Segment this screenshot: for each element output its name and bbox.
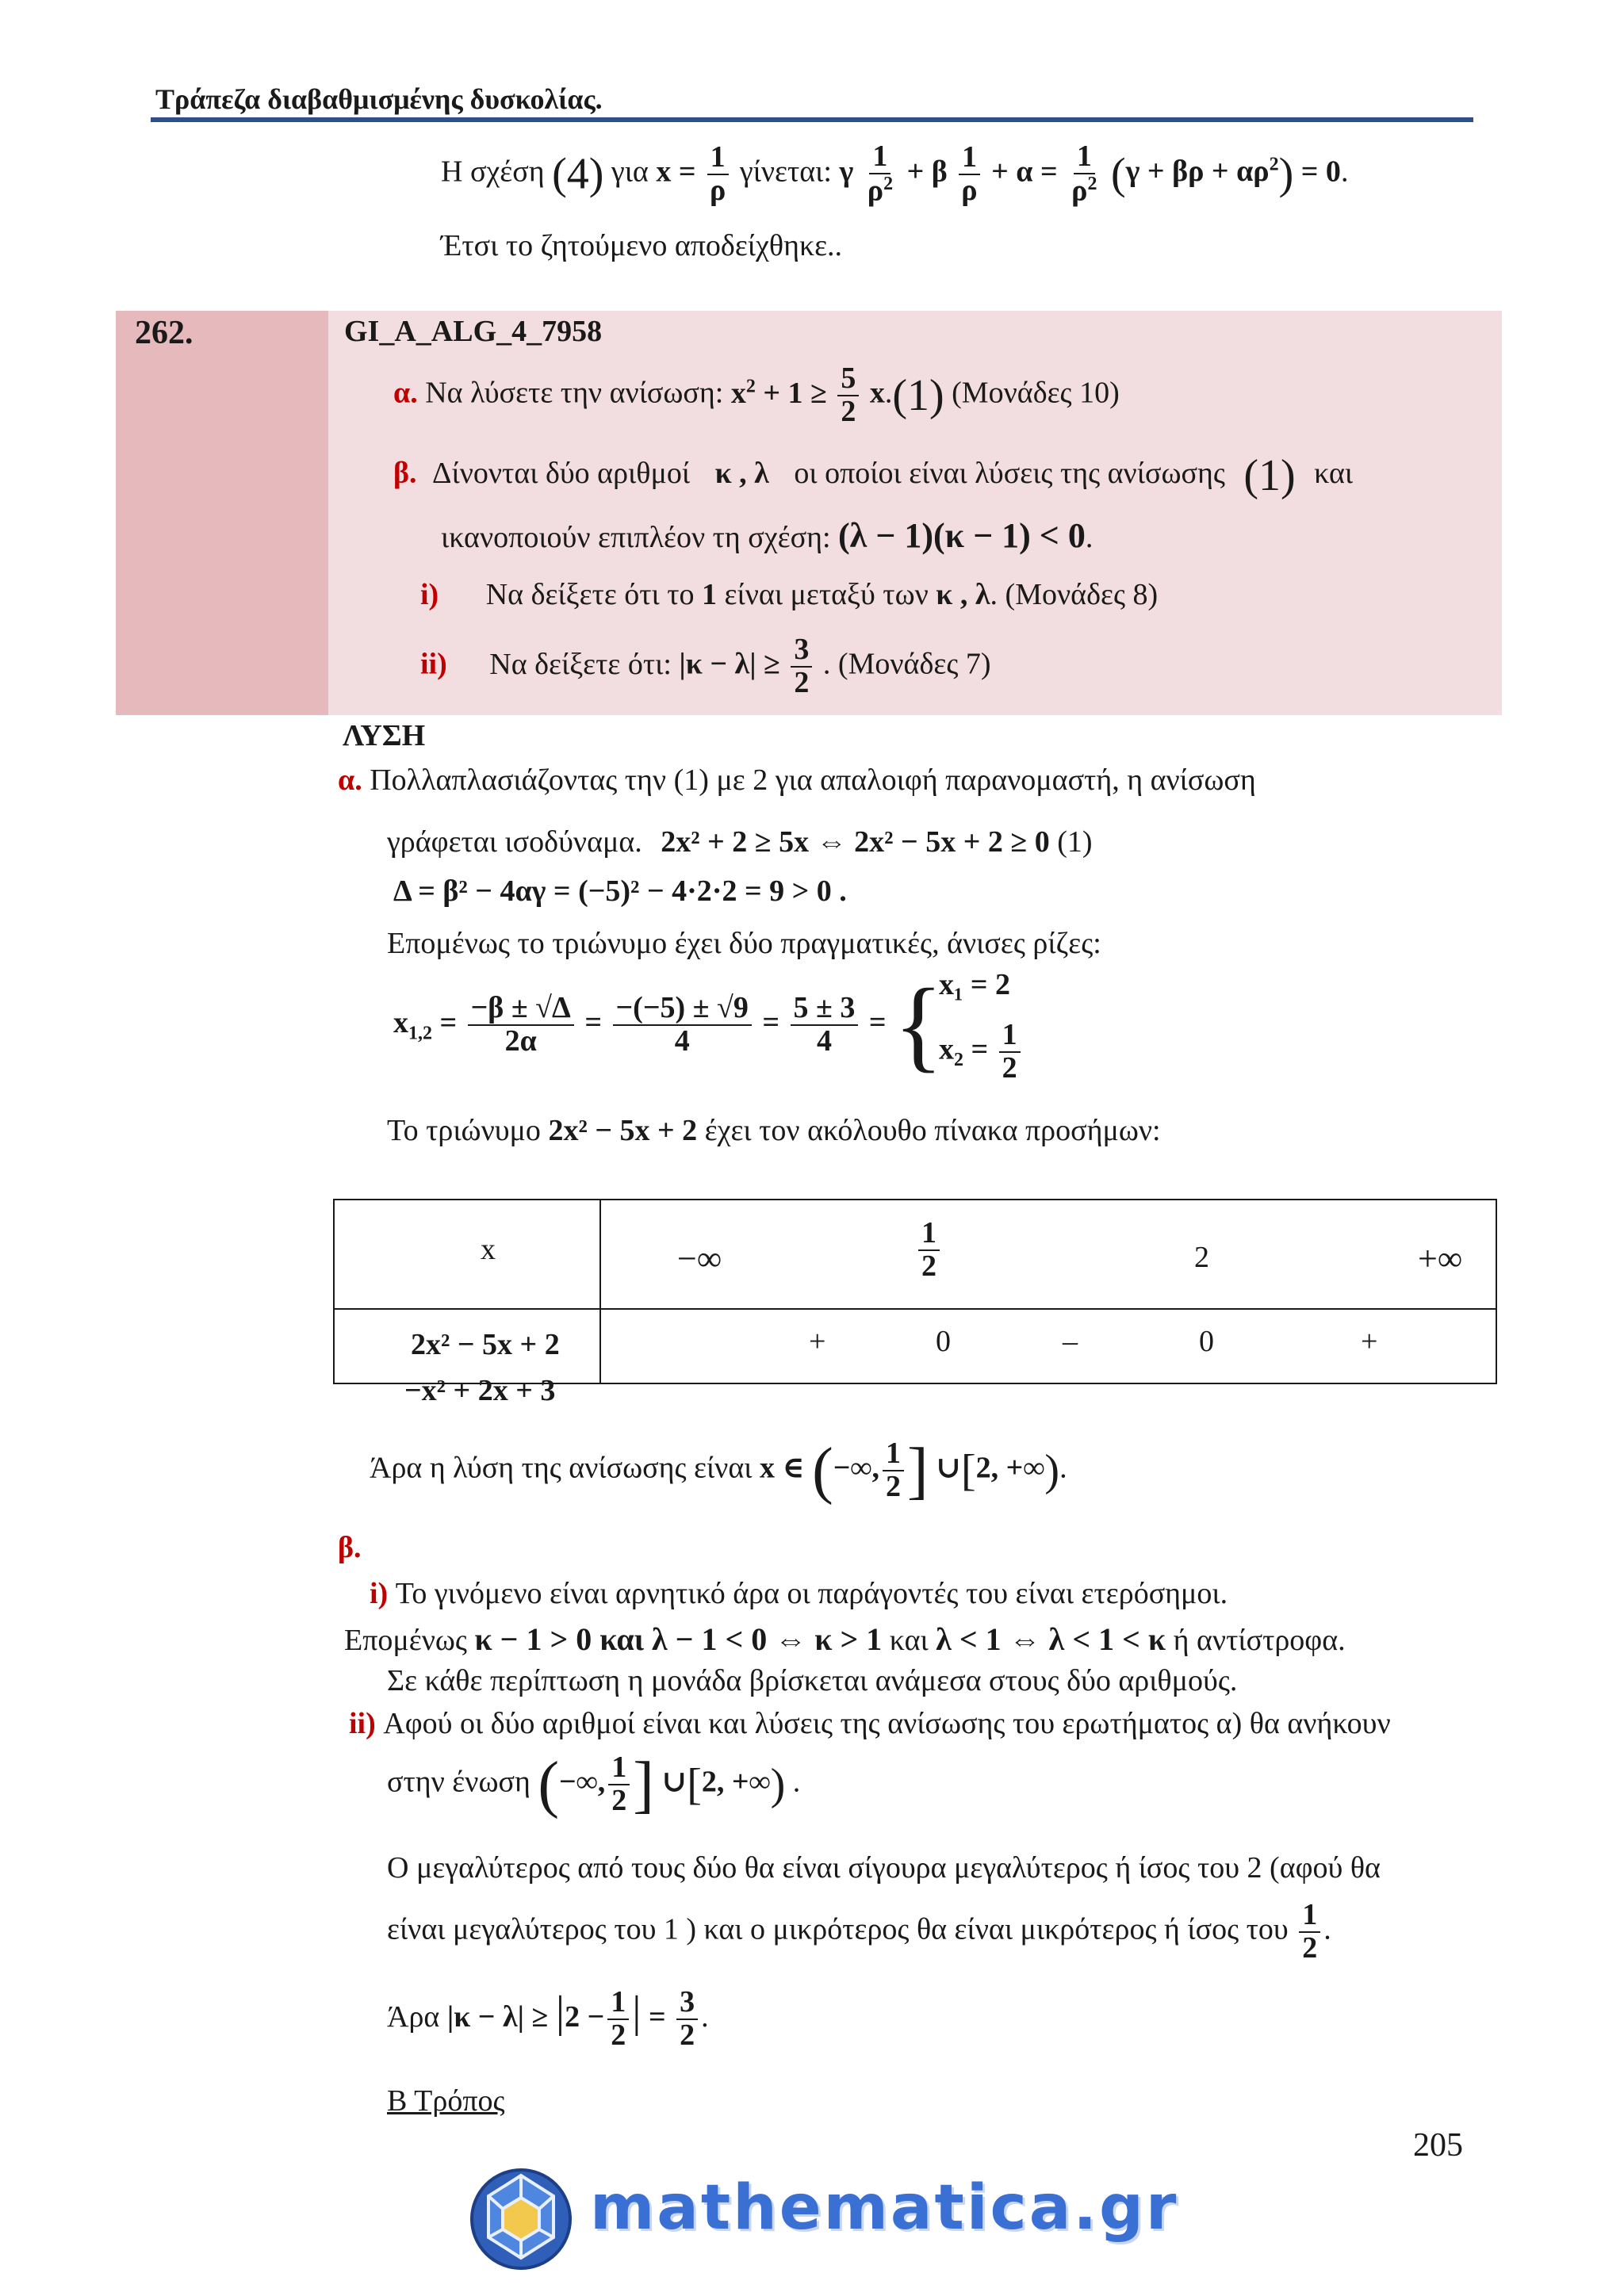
sign-table — [333, 1199, 1497, 1384]
solution-roots-intro: Επομένως το τριώνυμο έχει δύο πραγματικές, άνισες ρίζες: — [387, 927, 1101, 960]
problem-number: 262. — [135, 315, 193, 351]
solution-a-line2: γράφεται ισοδύναμα. 2x² + 2 ≥ 5x ⇔ 2x² − 5x + 2 ≥ 0 (1) — [387, 825, 1093, 859]
intro-relation-line: Η σχέση (4) για x = $\frac{1}{\rho}$ γίνεται: γ $\frac{1}{\rho^2}$ + β $\frac{1}{\rho}$ + α = $\frac{1}{\rho^2}$ $(\gamma + \beta\rho + \alpha\rho^2) = 0$. — [441, 140, 1349, 208]
solution-b-i-line2: Επομένως κ − 1 > 0 και λ − 1 < 0 ⇔ κ > 1 και λ < 1 ⇔ λ < 1 < κ ή αντίστροφα. — [344, 1621, 1346, 1657]
sign-table-sign: + — [809, 1325, 826, 1358]
solution-b-method-link[interactable]: Β Τρόπος — [387, 2084, 505, 2118]
problem-part-b-i: i) Να δείξετε ότι το 1 είναι μεταξύ των κ , λ. (Μονάδες 8) — [420, 578, 1159, 611]
solution-discriminant: Δ = β² − 4αγ = (−5)² − 4·2·2 = 9 > 0 . — [393, 874, 847, 908]
solution-b-ii-line1: ii) Αφού οι δύο αριθμοί είναι και λύσεις της ανίσωσης του ερωτήματος α) θα ανήκουν — [349, 1707, 1391, 1740]
problem-code: GI_A_ALG_4_7958 — [344, 315, 603, 348]
sign-table-sign: – — [1063, 1325, 1078, 1358]
solution-heading: ΛΥΣΗ — [343, 719, 426, 752]
solution-b-ii-final: Άρα |κ − λ| ≥ |2 − $\frac{1}{2}$ | = $\frac{3}{2}$ . — [387, 1985, 709, 2053]
sign-table-neg-inf: −∞ — [677, 1239, 722, 1278]
running-header: Τράπεζα διαβαθμισμένης δυσκολίας. — [155, 83, 603, 115]
problem-part-a: α. Να λύσετε την ανίσωση: $x^2 + 1$ ≥ $\frac{5}{2}$ x.(1) (Μονάδες 10) — [393, 362, 1120, 428]
sign-table-column-divider — [599, 1200, 601, 1383]
solution-a-line1: α. Πολλαπλασιάζοντας την (1) με 2 για απαλοιφή παρανομαστή, η ανίσωση — [338, 763, 1256, 797]
solution-b-ii-line4: είναι μεγαλύτερος του 1 ) και ο μικρότερος θα είναι μικρότερος ή ίσος του $\frac{1}{2}$ . — [387, 1898, 1331, 1965]
problem-part-b-ii: ii) Να δείξετε ότι: |κ − λ| ≥ $\frac{3}{2}$ . (Μονάδες 7) — [420, 633, 991, 699]
solution-b-marker: β. — [338, 1531, 362, 1564]
solution-b-i-line1: i) Το γινόμενο είναι αρνητικό άρα οι παράγοντές του είναι ετερόσημοι. — [370, 1577, 1228, 1610]
problem-part-b: β. Δίνονται δύο αριθμοί κ , λ οι οποίοι είναι λύσεις της ανίσωσης (1) και — [393, 451, 1354, 500]
sign-table-pos-inf: +∞ — [1418, 1239, 1463, 1278]
sign-table-sign: 0 — [1199, 1325, 1214, 1358]
solution-roots-formula: $x_{1,2}$ = $\frac{-\beta \pm √\Delta}{2\alpha}$ = $\frac{-(-5) \pm √9}{4}$ = $\frac{5 \pm 3}{4}$ = { — [393, 968, 944, 1082]
problem-part-b-condition: ικανοποιούν επιπλέον τη σχέση: (λ − 1)(κ − 1) < 0. — [441, 516, 1094, 555]
intro-conclusion: Έτσι το ζητούμενο αποδείχθηκε.. — [441, 229, 843, 262]
sign-table-half: $\frac{1}{2}$ — [915, 1218, 943, 1283]
sign-table-overflow-label: −x² + 2x + 3 — [404, 1374, 556, 1407]
solution-b-i-line3: Σε κάθε περίπτωση η μονάδα βρίσκεται ανάμεσα στους δύο αριθμούς. — [387, 1664, 1238, 1697]
site-logo-icon — [468, 2166, 574, 2276]
sign-table-x-label: x — [481, 1233, 496, 1266]
site-logo-text: mathematica.gr — [590, 2172, 1179, 2244]
sign-table-two: 2 — [1194, 1241, 1209, 1274]
problem-number-column — [116, 311, 328, 715]
sign-table-divider — [335, 1308, 1496, 1310]
sign-table-sign: + — [1361, 1325, 1378, 1358]
solution-trinomial-line: Το τριώνυμο 2x² − 5x + 2 έχει τον ακόλουθο πίνακα προσήμων: — [387, 1114, 1161, 1147]
sign-table-row-label: 2x² − 5x + 2 — [411, 1328, 560, 1361]
solution-root-x1: x₁ = 2 — [939, 968, 1011, 1001]
sign-table-sign: 0 — [936, 1325, 951, 1358]
solution-root-x2: $x_2$ = $\frac{1}{2}$ — [939, 1020, 1024, 1085]
header-rule — [151, 117, 1473, 122]
solution-b-ii-line3: Ο μεγαλύτερος από τους δύο θα είναι σίγουρα μεγαλύτερος ή ίσος του 2 (αφού θα — [387, 1851, 1381, 1885]
page-number: 205 — [1413, 2127, 1463, 2164]
solution-a-conclusion: Άρα η λύση της ανίσωσης είναι x ∈ (−∞, $\frac{1}{2}$ ] ∪[2, +∞). — [370, 1435, 1067, 1506]
solution-b-ii-union: στην ένωση (−∞, $\frac{1}{2}$ ] ∪[2, +∞) . — [387, 1749, 801, 1820]
